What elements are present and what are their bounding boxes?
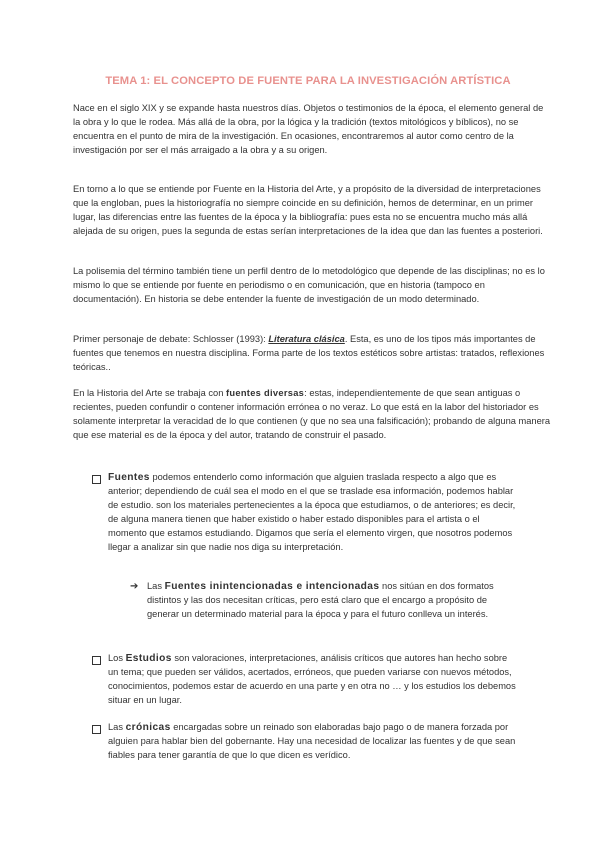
subbullet-text: nos sitúan en dos formatos distintos y las dos necesitan críticas, pero está claro que el encargo a propósito de generar un determinado material para la época y para el futuro conlleva un interés. (147, 581, 494, 619)
bullet-fuentes (108, 471, 518, 554)
debate-text-after: . Esta, es uno de los tipos más importantes de fuentes que tenemos en nuestra disciplina. Forma parte de los textos estéticos sobre artistas: tratados, reflexiones teóricas.. (73, 334, 545, 372)
bullet-cronicas-text: encargadas sobre un reinado son elaboradas bajo pago o de manera forzada por alguien para hablar bien del gobernante. Hay una necesidad de localizar las fuentes y de que sean fiables para tener garantía de que lo que dicen es verídico. (108, 722, 516, 760)
paragraph-origin: Nace en el siglo XIX y se expande hasta nuestros días. Objetos o testimonios de la época, el elemento general de la obra y lo que le rodea. Más allá de la obra, por la lógica y la tradición (textos mitológicos y bíblicos), no se encuentra en el punto de mira de la investigación. En ocasiones, encontraremos al autor como centro de la investigación por ser el más arraigado a la obra y a su origen. (73, 103, 544, 155)
bullet-estudios-prefix: Los (108, 653, 126, 663)
bullet-cronicas-lead: crónicas (125, 722, 171, 733)
fuentes-diversas-bold: fuentes diversas (225, 388, 305, 398)
checkbox-fuentes[interactable] (92, 475, 101, 484)
bullet-fuentes-lead: Fuentes (108, 472, 150, 483)
page-title: TEMA 1: EL CONCEPTO DE FUENTE PARA LA INVESTIGACIÓN ARTÍSTICA (105, 75, 511, 87)
bullet-estudios-text: son valoraciones, interpretaciones, análisis críticos que autores han hecho sobre un tema; que pueden ser válidos, acertados, erróneos, que pueden variarse con nuevos métodos, conocimientos, podemos estar de acuerdo en una parte y en otra no … y los estudios los debemos situar en un lugar. (108, 653, 516, 705)
checkbox-cronicas[interactable] (92, 725, 101, 734)
diverse-text-after: : estas, independientemente de que sean antiguas o recientes, pueden confundir o contener información errónea o no veraz. Lo que está en la labor del historiador es solamente interpretar la veracidad de lo que contienen (y que no sea una falsificación); probando de alguna manera que ese material es de la época y del autor, tratando de construir el pasado. (73, 388, 551, 440)
bullet-estudios-lead: Estudios (125, 653, 172, 664)
diverse-text-before: En la Historia del Arte se trabaja con (73, 388, 226, 398)
bullet-cronicas (108, 721, 518, 763)
bullet-cronicas-prefix: Las (108, 722, 126, 732)
bullet-fuentes-text: podemos entenderlo como información que alguien traslada respecto a algo que es anterior; dependiendo de cuál sea el modo en el que se traslade esa información, podemos hablar de estudio. son los materiales pertenecientes a la época que estudiamos, o de anteriores; es decir, de alguna manera tienen que haber existido o haber estado disponibles para el artista o el momento que estamos estudiando. Digamos que sería el elemento virgen, que nosotros podemos llegar a analizar sin que nadie nos diga su interpretación. (108, 472, 516, 552)
paragraph-debate (73, 333, 553, 375)
arrow-icon: ➔ (130, 581, 139, 592)
debate-text-before: Primer personaje de debate: Schlosser (1993): (73, 334, 269, 344)
subbullet-intencionadas (147, 580, 512, 622)
paragraph-polisemia: La polisemia del término también tiene un perfil dentro de lo metodológico que depende de las disciplinas; no es lo mismo lo que se entiende por fuente en periodismo o en comunicación, que en historia (tampoco en documentación). En historia se debe entender la fuente de investigación de un modo determinado. (73, 266, 545, 304)
subbullet-lead: Fuentes inintencionadas e intencionadas (164, 581, 380, 592)
checkbox-estudios[interactable] (92, 656, 101, 665)
subbullet-prefix: Las (147, 581, 165, 591)
literatura-clasica-link[interactable]: Literatura clásica (268, 334, 345, 344)
paragraph-fuentes-diversas (73, 387, 553, 443)
bullet-estudios (108, 652, 518, 708)
paragraph-fuente-definition: En torno a lo que se entiende por Fuente en la Historia del Arte, y a propósito de la diversidad de interpretaciones que la engloban, pues la historiografía no siempre coincide en su definición, hemos de determinar, en un primer lugar, las diferencias entre las fuentes de la época y la bibliografía: pues esta no se encuentra mucho más allá alejada de su origen, pues la segunda de estas serían interpretaciones de la idea que dan las fuentes a posteriori. (73, 184, 543, 236)
